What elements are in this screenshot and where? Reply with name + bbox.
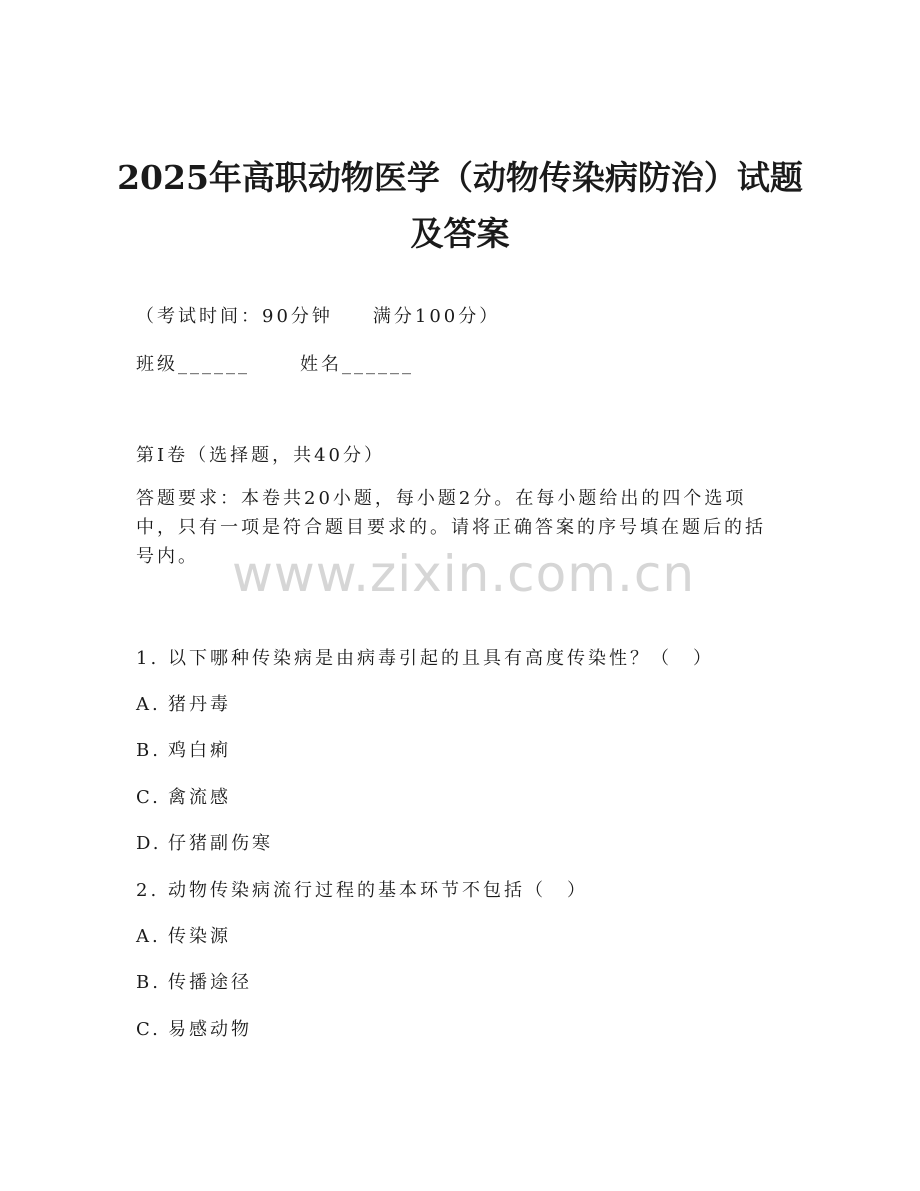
option-item (136, 783, 231, 809)
document-title: 2025年高职动物医学（动物传染病防治）试题及答案 (117, 158, 803, 253)
option-item (136, 1015, 252, 1041)
exam-time: （考试时间：90分钟 (136, 306, 333, 327)
section-instructions: 答题要求：本卷共20小题，每小题2分。在每小题给出的四个选项中，只有一项是符合题目要求的。请将正确答案的序号填在题后的括号内。 (136, 488, 766, 567)
option-item (136, 736, 231, 762)
question-text: 以下哪种传染病是由病毒引起的且具有高度传染性？（ ） (168, 648, 714, 669)
question-1 (136, 644, 714, 670)
option-text: 仔猪副伤寒 (168, 833, 273, 854)
class-field: 班级______ (136, 354, 250, 375)
question-number: 1. (136, 648, 160, 669)
option-key: D. (136, 833, 162, 854)
option-item (136, 922, 231, 948)
option-item (136, 829, 273, 855)
option-key: B. (136, 740, 161, 761)
option-text: 易感动物 (168, 1019, 252, 1040)
name-field: 姓名______ (300, 354, 414, 375)
option-key: C. (136, 787, 161, 808)
question-2 (136, 876, 588, 902)
option-text: 传播途径 (168, 972, 252, 993)
option-text: 禽流感 (168, 787, 231, 808)
option-text: 传染源 (168, 926, 231, 947)
option-key: A. (136, 926, 161, 947)
option-key: B. (136, 972, 161, 993)
watermark: www.zixin.com.cn (232, 545, 696, 603)
option-text: 猪丹毒 (168, 694, 231, 715)
option-item (136, 968, 252, 994)
option-item (136, 690, 231, 716)
exam-score: 满分100分） (372, 306, 501, 327)
question-number: 2. (136, 880, 160, 901)
exam-info (136, 302, 500, 328)
student-fields (136, 350, 414, 376)
option-key: A. (136, 694, 161, 715)
question-text: 动物传染病流行过程的基本环节不包括（ ） (168, 880, 588, 901)
option-key: C. (136, 1019, 161, 1040)
section-heading: 第I卷（选择题，共40分） (136, 445, 386, 466)
option-text: 鸡白痢 (168, 740, 231, 761)
